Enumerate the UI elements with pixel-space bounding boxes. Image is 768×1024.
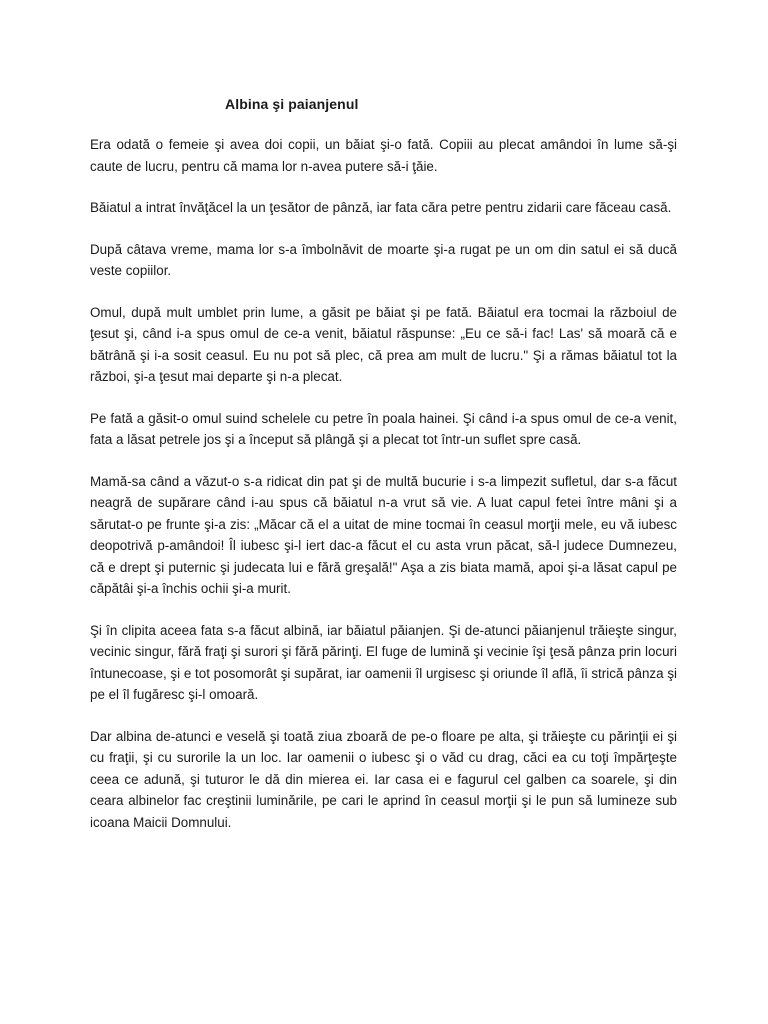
paragraph: Mamă-sa când a văzut-o s-a ridicat din pat şi de multă bucurie i s-a limpezit sufletul, dar s-a făcut neagră de supărare când i-au spus că băiatul n-a vrut să vie. A luat capul fetei între mâni şi a sărutat-o pe frunte şi-a zis: „Măcar că el a uitat de mine tocmai în ceasul morţii mele, eu vă iubesc deopotrivă p-amândoi! Îl iubesc şi-l iert dac-a făcut el cu asta vrun păcat, să-l judece Dumnezeu, că e drept şi puternic şi judecata lui e fără greşală!" Aşa a zis biata mamă, apoi şi-a lăsat capul pe căpătâi şi-a închis ochii şi-a murit. xyxy=(90,473,677,596)
paragraph: Băiatul a intrat învăţăcel la un ţesător de pânză, iar fata căra petre pentru zidarii care făceau casă. xyxy=(90,200,672,215)
paragraph: După câtava vreme, mama lor s-a îmbolnăvit de moarte şi-a rugat pe un om din satul ei să ducă veste copiilor. xyxy=(90,241,677,278)
paragraph: Omul, după mult umblet prin lume, a găsit pe băiat şi pe fată. Băiatul era tocmai la războiul de ţesut şi, când i-a spus omul de ce-a venit, băiatul răspunse: „Eu ce să-i fac! Las' să moară că e bătrână şi i-a sosit ceasul. Eu nu pot să plec, că prea am mult de lucru." Şi a rămas băiatul tot la război, şi-a ţesut mai departe şi n-a plecat. xyxy=(90,304,677,384)
paragraph: Dar albina de-atunci e veselă şi toată ziua zboară de pe-o floare pe alta, şi trăieşte cu părinţii ei şi cu fraţii, şi cu surorile la un loc. Iar oamenii o iubesc şi o văd cu drag, căci ea cu toţi împărţeşte ceea ce adună, şi tuturor le dă din mierea ei. Iar casa ei e fagurul cel galben ca soarele, şi din ceara albinelor fac creştinii luminările, pe cari le aprind în ceasul morţii şi le pun să lumineze sub icoana Maicii Domnului. xyxy=(90,728,677,830)
document-body xyxy=(90,134,677,853)
paragraph: Era odată o femeie şi avea doi copii, un băiat şi-o fată. Copiii au plecat amândoi în lume să-şi caute de lucru, pentru că mama lor n-avea putere să-i ţăie. xyxy=(90,137,677,174)
paragraph: Pe fată a găsit-o omul suind schelele cu petre în poala hainei. Şi când i-a spus omul de ce-a venit, fata a lăsat petrele jos şi a început să plângă şi a plecat tot într-un suflet spre casă. xyxy=(90,410,677,447)
paragraph: Şi în clipita aceea fata s-a făcut albină, iar băiatul păianjen. Şi de-atunci păianjenul trăieşte singur, vecinic singur, fără fraţi şi surori şi fără părinţi. El fuge de lumină şi vecinie îşi ţesă pânza prin locuri întunecoase, şi e tot posomorât şi supărat, iar oamenii îl urgisesc şi oriunde îl află, îi strică pânza şi pe el îl fugăresc şi-l omoară. xyxy=(90,622,677,702)
document-title: Albina şi paianjenul xyxy=(225,96,359,112)
